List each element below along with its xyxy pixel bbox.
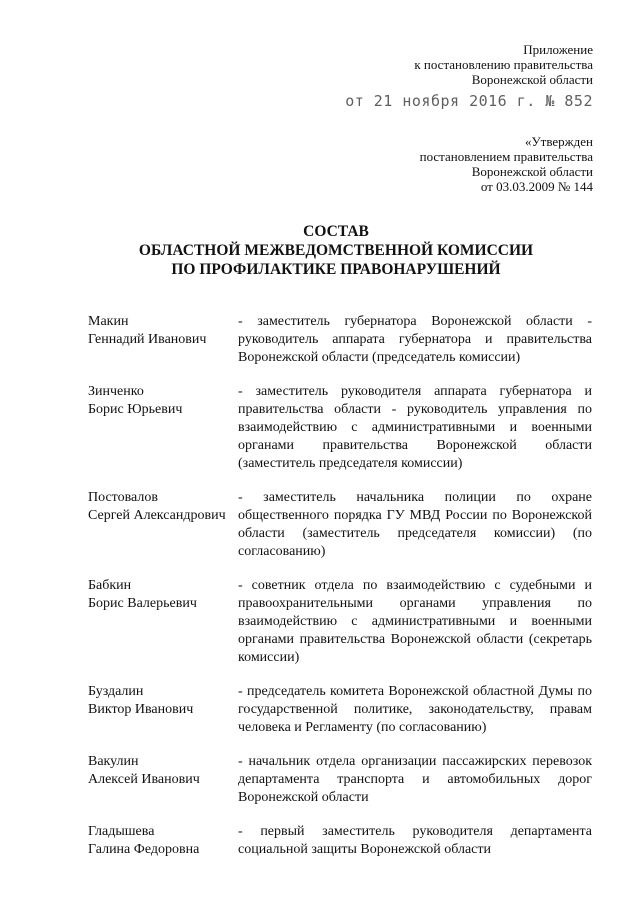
approval-line: постановлением правительства bbox=[419, 149, 593, 164]
appendix-line: к постановлению правительства bbox=[414, 57, 593, 72]
title-line-2: ОБЛАСТНОЙ МЕЖВЕДОМСТВЕННОЙ КОМИССИИ bbox=[138, 242, 534, 259]
member-role: - советник отдела по взаимодействию с судебными и правоохранительными органами управления по взаимодействию с административными и военными органами правительства Воронежской области (секретарь комиссии) bbox=[238, 578, 592, 665]
member-given-names: Сергей Александрович bbox=[88, 508, 226, 523]
appendix-line: Приложение bbox=[523, 42, 593, 57]
member-name bbox=[88, 683, 238, 737]
member-given-names: Галина Федоровна bbox=[88, 842, 200, 857]
member-list bbox=[88, 313, 592, 859]
approval-line: от 03.03.2009 № 144 bbox=[480, 179, 593, 194]
member-name bbox=[88, 383, 238, 473]
member-role: - заместитель губернатора Воронежской области - руководитель аппарата губернатора и правительства Воронежской области (председатель комиссии) bbox=[238, 314, 592, 365]
member-entry bbox=[88, 683, 592, 737]
date-number-stamp: от 21 ноября 2016 г. № 852 bbox=[345, 92, 593, 110]
member-role: - заместитель руководителя аппарата губернатора и правительства области - руководитель управления по взаимодействию с административными и военными органами правительства Воронежской области (заместитель председателя комиссии) bbox=[238, 384, 592, 471]
member-surname: Бабкин bbox=[88, 578, 132, 593]
member-entry bbox=[88, 313, 592, 367]
member-given-names: Геннадий Иванович bbox=[88, 332, 207, 347]
document-title bbox=[0, 222, 640, 279]
member-name bbox=[88, 313, 238, 367]
member-surname: Вакулин bbox=[88, 754, 139, 769]
member-entry bbox=[88, 823, 592, 859]
member-surname: Буздалин bbox=[88, 684, 144, 699]
member-entry bbox=[88, 383, 592, 473]
member-name bbox=[88, 823, 238, 859]
member-given-names: Алексей Иванович bbox=[88, 772, 200, 787]
member-entry bbox=[88, 577, 592, 667]
member-role: - начальник отдела организации пассажирских перевозок департамента транспорта и автомобильных дорог Воронежской области bbox=[238, 754, 592, 805]
appendix-line: Воронежской области bbox=[471, 72, 593, 87]
approval-reference bbox=[420, 134, 593, 194]
member-given-names: Борис Валерьевич bbox=[88, 596, 197, 611]
member-name bbox=[88, 577, 238, 667]
member-role: - председатель комитета Воронежской областной Думы по государственной политике, законодательству, правам человека и Регламенту (по согласованию) bbox=[238, 684, 592, 735]
member-given-names: Виктор Иванович bbox=[88, 702, 194, 717]
approval-line: «Утвержден bbox=[524, 134, 593, 149]
member-entry bbox=[88, 753, 592, 807]
member-entry bbox=[88, 489, 592, 561]
member-role: - первый заместитель руководителя департамента социальной защиты Воронежской области bbox=[238, 824, 592, 857]
member-name bbox=[88, 753, 238, 807]
member-role: - заместитель начальника полиции по охране общественного порядка ГУ МВД России по Воронежской области (заместитель председателя комиссии) (по согласованию) bbox=[238, 490, 592, 559]
appendix-reference bbox=[414, 42, 593, 87]
member-name bbox=[88, 489, 238, 561]
member-given-names: Борис Юрьевич bbox=[88, 402, 183, 417]
approval-line: Воронежской области bbox=[471, 164, 593, 179]
member-surname: Постовалов bbox=[88, 490, 158, 505]
member-surname: Макин bbox=[88, 314, 129, 329]
member-surname: Зинченко bbox=[88, 384, 144, 399]
member-surname: Гладышева bbox=[88, 824, 155, 839]
title-line-1: СОСТАВ bbox=[303, 223, 369, 240]
title-line-3: ПО ПРОФИЛАКТИКЕ ПРАВОНАРУШЕНИЙ bbox=[171, 261, 501, 278]
